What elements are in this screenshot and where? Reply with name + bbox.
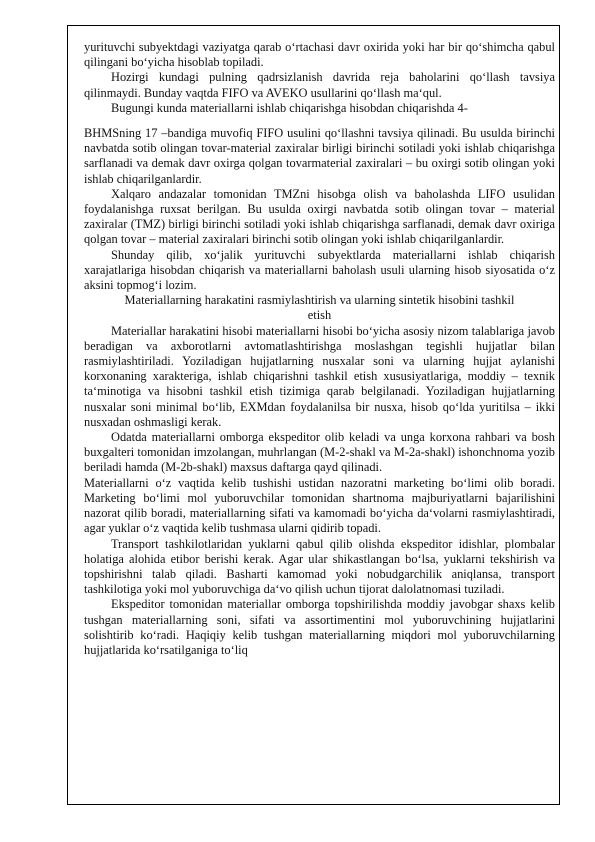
section-heading-line-1: Materiallarning harakatini rasmiylashtirish va ularning sintetik hisobini tashkil [124, 293, 515, 308]
paragraph-1: yurituvchi subyektdagi vaziyatga qarab o‘rtachasi davr oxirida yoki har bir qo‘shimcha qabul qilingani bo‘yicha hisoblab topiladi. [84, 40, 555, 70]
paragraph-4: BHMSning 17 –bandiga muvofiq FIFO usulini qo‘llashni tavsiya qilinadi. Bu usulda birinchi navbatda sotib olingan tovar-material zaxiralar birligi birinchi sotiladi yoki ishlab chiqarishga sarflanadi va demak davr oxirga qolgan tovarmaterial zaxiralari – bu oxirgi sotib olingan yoki ishlab chiqarilganlardir. [84, 126, 555, 186]
section-heading-line-2: etish [307, 308, 332, 323]
continued-block [84, 126, 555, 658]
paragraph-9: Materiallarni o‘z vaqtida kelib tushishi ustidan nazoratni marketing bo‘limi olib boradi. Marketing bo‘limi mol yuboruvchilar tomonidan shartnoma majburiyatlarni bajarilishini nazorat qilib boradi, materiallarning sifati va kamomadi bo‘yicha da‘volarni rasmiylashtiradi, agar yuklar o‘z vaqtida kelib tushmasa ularni qidirib topadi. [84, 475, 555, 536]
paragraph-11: Ekspeditor tomonidan materiallar omborga topshirilishda moddiy javobgar shaxs kelib tushgan materiallarning soni, sifati va assortimentini mol yuboruvchining hujjatlarini solishtirib ko‘radi. Haqiqiy kelib tushgan materiallarning miqdori mol yuboruvchilarning hujjatlarida ko‘rsatilganiga to‘liq [84, 597, 555, 657]
paragraph-7: Materiallar harakatini hisobi materiallarni hisobi bo‘yicha asosiy nizom talablariga javob beradigan va axborotlarni avtomatlashtirishga moslashgan tegishli hujjatlar bilan rasmiylashtiriladi. Yoziladigan hujjatlarning nusxalar soni va ularning hujjat aylanishi korxonaning xarakteriga, ishlab chiqarishni tashkil etish xususiyatlariga, moddiy – texnik ta‘minotiga va hisobni tashkil etish tizimiga qarab belgilanadi. Yoziladigan hujjatlarning nusxalar soni minimal bo‘lib, EXMdan foydalanilsa bir nusxa, hisob qo‘lda yuritilsa – ikki nusxadan oshmasligi kerak. [84, 323, 555, 429]
paragraph-3: Bugungi kunda materiallarni ishlab chiqarishga hisobdan chiqarishda 4- [111, 100, 468, 115]
paragraph-5: Xalqaro andazalar tomonidan TMZni hisobga olish va baholashda LIFO usulidan foydalanishga ruxsat berilgan. Bu usulda oxirgi navbatda sotib olingan tovar – material zaxiralar (TMZ) birligi birinchi sotiladi yoki ishlab chiqarishga sarflanadi, demak davr oxiriga qolgan tovar – material zaxiralari birinchi sotib olingan yoki ishlab chiqarilganlardir. [84, 186, 555, 247]
section-heading [84, 293, 555, 323]
paragraph-8: Odatda materiallarni omborga ekspeditor olib keladi va unga korxona rahbari va bosh buxgalteri tomonidan imzolangan, muhrlangan (M-2-shakl va M-2a-shakl) ishonchnoma yozib beriladi hamda (M-2b-shakl) maxsus daftarga qayd qilinadi. [84, 430, 555, 475]
paragraph-2: Hozirgi kundagi pulning qadrsizlanish davrida reja baholarini qo‘llash tavsiya qilinmaydi. Bunday vaqtda FIFO va AVEKO usullarini qo‘llash ma‘qul. [84, 70, 555, 100]
paragraph-6: Shunday qilib, xo‘jalik yurituvchi subyektlarda materiallarni ishlab chiqarish xarajatlariga hisobdan chiqarish va materiallarni baholash usuli ularning hisob siyosatida o‘z aksini topmog‘i lozim. [84, 247, 555, 293]
document-body [84, 40, 555, 658]
paragraph-10: Transport tashkilotlaridan yuklarni qabul qilib olishda ekspeditor idishlar, plombalar holatiga alohida etibor berishi kerak. Agar ular shikastlangan bo‘lsa, yuklarni tekshirish va topshirishni talab qiladi. Basharti kamomad yoki nobudgarchilik aniqlansa, transport tashkilotiga yoki mol yuboruvchiga da‘vo qilish uchun tijorat dalolatnomasi tuziladi. [84, 536, 555, 597]
